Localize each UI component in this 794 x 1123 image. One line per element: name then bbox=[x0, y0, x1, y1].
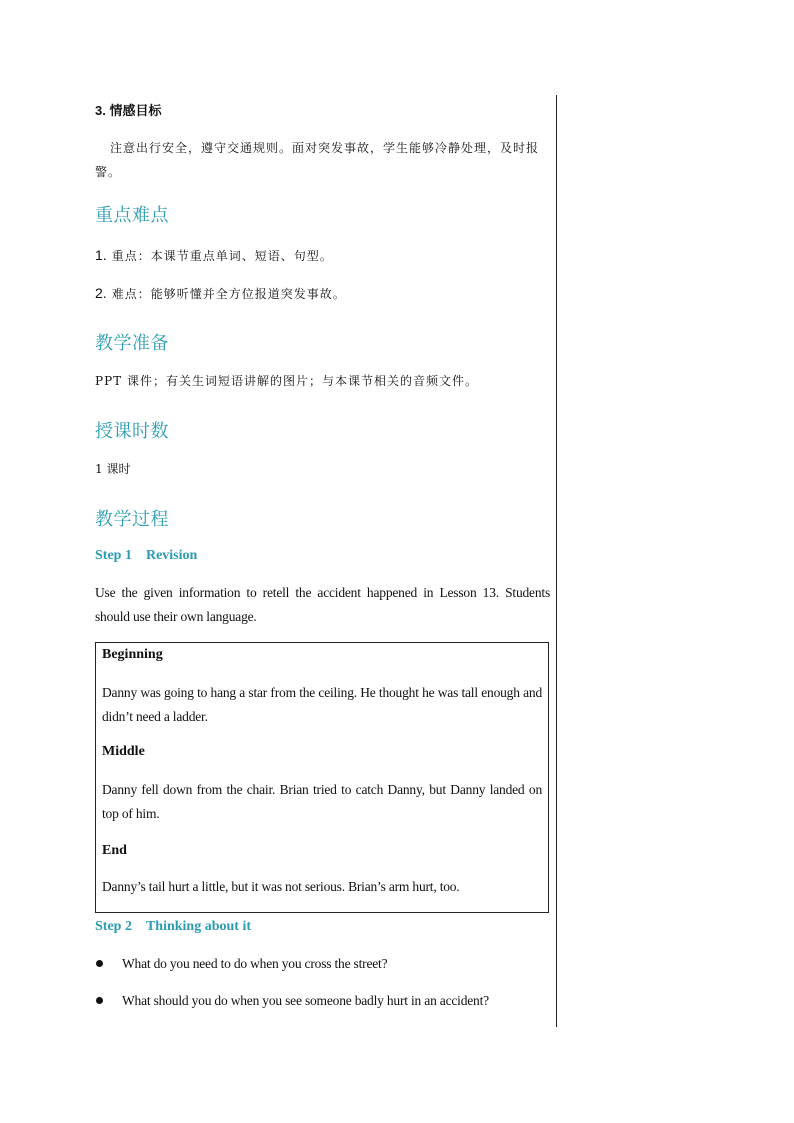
heading-preparation: 教学准备 bbox=[95, 333, 169, 354]
bullet-icon bbox=[96, 997, 103, 1004]
heading-teaching-hours: 授课时数 bbox=[95, 421, 169, 442]
teaching-hours-text: 1 课时 bbox=[95, 462, 131, 476]
key-point-item-2 bbox=[95, 283, 346, 302]
step-name: Revision bbox=[145, 548, 198, 563]
middle-label: Middle bbox=[102, 744, 145, 759]
step-name: Thinking about it bbox=[145, 919, 252, 934]
preparation-text: PPT 课件；有关生词短语讲解的图片；与本课节相关的音频文件。 bbox=[95, 374, 478, 388]
affective-goals-text: 注意出行安全，遵守交通规则。面对突发事故，学生能够冷静处理，及时报警。 bbox=[95, 141, 540, 179]
heading-key-points: 重点难点 bbox=[95, 205, 169, 226]
question-item: What do you need to do when you cross the street? bbox=[122, 956, 388, 971]
bullet-icon bbox=[96, 960, 103, 967]
middle-text: Danny fell down from the chair. Brian tried to catch Danny, but Danny landed on top of him. bbox=[102, 782, 542, 821]
beginning-label: Beginning bbox=[102, 647, 163, 662]
step-label: Step 1 bbox=[95, 548, 132, 563]
story-box bbox=[95, 642, 549, 913]
page-margin-line bbox=[556, 95, 557, 1027]
key-point-item-1 bbox=[95, 245, 333, 264]
section-title-affective-goals: 3. 情感目标 bbox=[95, 103, 162, 118]
step-label: Step 2 bbox=[95, 919, 132, 934]
item-number: 2. bbox=[95, 285, 107, 301]
step-1-instructions: Use the given information to retell the accident happened in Lesson 13. Students should use their own language. bbox=[95, 585, 550, 624]
beginning-text: Danny was going to hang a star from the ceiling. He thought he was tall enough and didn’t need a ladder. bbox=[102, 685, 542, 724]
step-2-heading bbox=[95, 919, 251, 935]
end-label: End bbox=[102, 843, 127, 858]
question-item: What should you do when you see someone badly hurt in an accident? bbox=[122, 993, 489, 1008]
item-text: 重点：本课节重点单词、短语、句型。 bbox=[111, 249, 333, 263]
item-text: 难点：能够听懂并全方位报道突发事故。 bbox=[111, 287, 346, 301]
end-text: Danny’s tail hurt a little, but it was not serious. Brian’s arm hurt, too. bbox=[102, 879, 460, 894]
item-number: 1. bbox=[95, 247, 107, 263]
heading-teaching-process: 教学过程 bbox=[95, 509, 169, 530]
step-1-heading bbox=[95, 548, 197, 564]
